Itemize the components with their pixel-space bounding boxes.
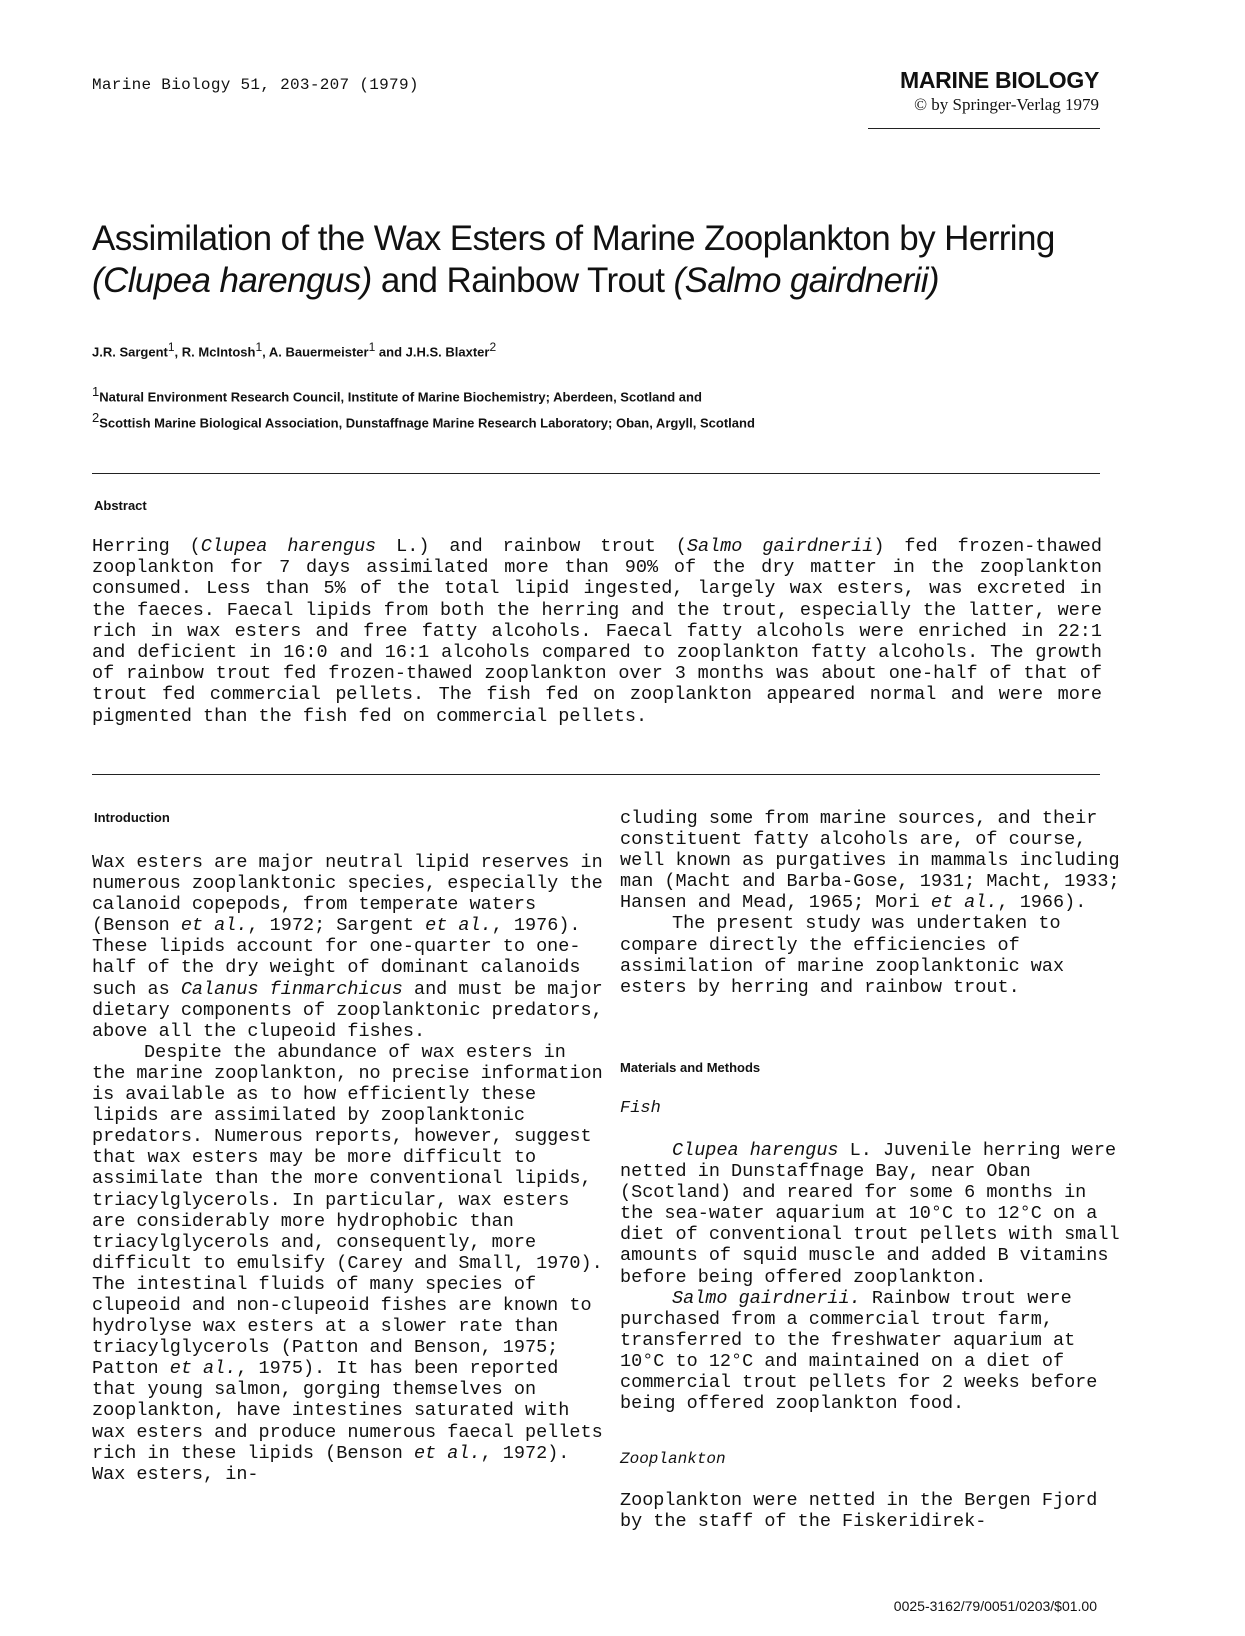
intro-paragraph-2	[92, 1042, 607, 1485]
author-separator: ,	[174, 344, 182, 360]
paragraph-text: L. Juvenile herring were netted in Dunstaffnage Bay, near Oban (Scotland) and reared for some 6 months in the sea-water aquarium at 10°C to 12°C on a diet of conventional trout pellets with small amounts of squid muscle and added B vitamins before being offered zooplankton.	[620, 1140, 1120, 1288]
paragraph-text: Rainbow trout were purchased from a commercial trout farm, transferred to the freshwater aquarium at 10°C to 12°C and maintained on a diet of commercial trout pellets for 2 weeks before being offered zooplankton food.	[620, 1287, 1098, 1415]
fish-paragraph-trout	[620, 1288, 1125, 1415]
methods-heading: Materials and Methods	[620, 1060, 761, 1075]
paragraph-text: , 1972). Wax esters, in-	[92, 1442, 570, 1485]
et-al: et al.	[930, 892, 998, 914]
species-name: Calanus finmarchicus	[180, 978, 403, 1000]
author-separator: and	[375, 344, 406, 360]
copyright-notice: © by Springer-Verlag 1979	[914, 95, 1099, 114]
zooplankton-subheading: Zooplankton	[620, 1450, 726, 1468]
paragraph-text: , 1976). These lipids account for one-quarter to one-half of the dry weight of dominant calanoids such as	[92, 915, 581, 1000]
abstract-bottom-rule	[92, 774, 1100, 775]
intro-paragraph-aim: The present study was undertaken to compare directly the efficiencies of assimilation of marine zooplanktonic wax esters by herring and rainbow trout.	[620, 913, 1065, 998]
title-line-1: Assimilation of the Wax Esters of Marine Zooplankton by Herring	[92, 219, 1055, 258]
fish-section	[620, 1140, 1125, 1414]
intro-paragraph-1	[92, 852, 607, 1042]
abstract-text-part: Herring (	[92, 536, 201, 557]
abstract-heading: Abstract	[94, 498, 147, 513]
paragraph-text: , 1966).	[997, 892, 1087, 914]
affiliation-marker: 1	[92, 384, 100, 399]
journal-citation: Marine Biology 51, 203-207 (1979)	[92, 76, 419, 94]
author-name: A. Bauermeister	[268, 344, 369, 360]
author-name: J.H.S. Blaxter	[405, 344, 490, 360]
author-list	[92, 340, 496, 359]
species-name: Salmo gairdnerii.	[672, 1287, 861, 1309]
paragraph-text: Despite the abundance of wax esters in the marine zooplankton, no precise information is available as to how efficiently these lipids are assimilated by zooplanktonic predators. Numerous reports, however, suggest that wax esters may be more difficult to assimilate than the more conventional lipids, triacylglycerols. In particular, wax esters are considerably more hydrophobic than triacylglycerols and, consequently, more difficult to emulsify (Carey and Small, 1970). The intestinal fluids of many species of clupeoid and non-clupeoid fishes are known to hydrolyse wax esters at a slower rate than triacylglycerols (Patton and Benson, 1975; Patton	[92, 1041, 603, 1380]
paragraph-text: , 1975). It has been reported that young salmon, gorging themselves on zooplankton, have intestines saturated with wax esters and produce numerous faecal pellets rich in these lipids (Benson	[92, 1358, 603, 1464]
species-name: Clupea harengus	[200, 536, 377, 557]
affiliation-text: Scottish Marine Biological Association, Dunstaffnage Marine Research Laboratory; Oban, Argyll, Scotland	[99, 415, 755, 431]
author-affiliation-marker: 1	[167, 340, 175, 354]
fish-subheading: Fish	[620, 1099, 661, 1118]
zooplankton-paragraph: Zooplankton were netted in the Bergen Fjord by the staff of the Fiskeridirek-	[620, 1490, 1098, 1533]
author-name: J.R. Sargent	[92, 344, 168, 360]
author-name: R. McIntosh	[181, 344, 256, 360]
et-al: et al.	[180, 915, 248, 937]
article-code: 0025-3162/79/0051/0203/$01.00	[893, 1598, 1097, 1614]
intro-paragraph-continued	[620, 808, 1125, 913]
introduction-heading: Introduction	[94, 810, 170, 825]
author-affiliation-marker: 1	[255, 340, 263, 354]
affiliation-text: Natural Environment Research Council, Institute of Marine Biochemistry; Aberdeen, Scotland and	[99, 389, 702, 405]
zooplankton-section	[620, 1490, 1125, 1532]
abstract-text-part: L.) and rainbow trout (	[376, 536, 687, 557]
right-column-intro	[620, 808, 1125, 998]
author-affiliation-marker: 2	[489, 340, 497, 354]
abstract-top-rule	[92, 473, 1100, 474]
et-al: et al.	[413, 1442, 481, 1464]
abstract-text-part: ) fed frozen-thawed zooplankton for 7 days assimilated more than 90% of the dry matter in the zooplankton consumed. Less than 5% of the total lipid ingested, largely wax esters, was excreted in the faeces. Faecal lipids from both the herring and the trout, especially the latter, were rich in wax esters and free fatty alcohols. Faecal fatty alcohols were enriched in 22:1 and deficient in 16:0 and 16:1 alcohols compared to zooplankton fatty alcohols. The growth of rainbow trout fed frozen-thawed zooplankton over 3 months was about one-half of that of trout fed commercial pellets. The fish fed on zooplankton appeared normal and were more pigmented than the fish fed on commercial pellets.	[92, 536, 1102, 727]
et-al: et al.	[425, 915, 492, 937]
et-al: et al.	[169, 1358, 237, 1380]
fish-paragraph-herring	[620, 1140, 1125, 1288]
affiliation-1	[92, 384, 702, 404]
title-connector: and Rainbow Trout	[371, 261, 674, 300]
journal-brand	[900, 66, 1099, 116]
journal-name: MARINE BIOLOGY	[900, 67, 1099, 93]
affiliation-2	[92, 410, 755, 430]
species-name: Clupea harengus	[672, 1140, 839, 1161]
author-separator: ,	[262, 344, 269, 360]
species-name: Salmo gairdnerii	[686, 536, 874, 557]
article-title	[92, 218, 1152, 302]
affiliation-marker: 2	[92, 410, 100, 425]
author-affiliation-marker: 1	[368, 340, 376, 354]
header-rule	[868, 128, 1100, 129]
title-species-trout: (Salmo gairdnerii)	[673, 261, 939, 300]
paragraph-text: cluding some from marine sources, and their constituent fatty alcohols are, of course, well known as purgatives in mammals including man (Macht and Barba-Gose, 1931; Macht, 1933; Hansen and Mead, 1965; Mori	[620, 808, 1120, 914]
paragraph-text: Wax esters are major neutral lipid reserves in numerous zooplanktonic species, especially the calanoid copepods, from temperate waters (Benson	[92, 852, 603, 937]
left-column	[92, 852, 607, 1485]
paragraph-text: , 1972; Sargent	[247, 915, 426, 937]
abstract-body	[92, 536, 1102, 727]
paragraph-text: and must be major dietary components of zooplanktonic predators, above all the clupeoid fishes.	[92, 978, 603, 1042]
title-species-herring: (Clupea harengus)	[92, 261, 372, 300]
